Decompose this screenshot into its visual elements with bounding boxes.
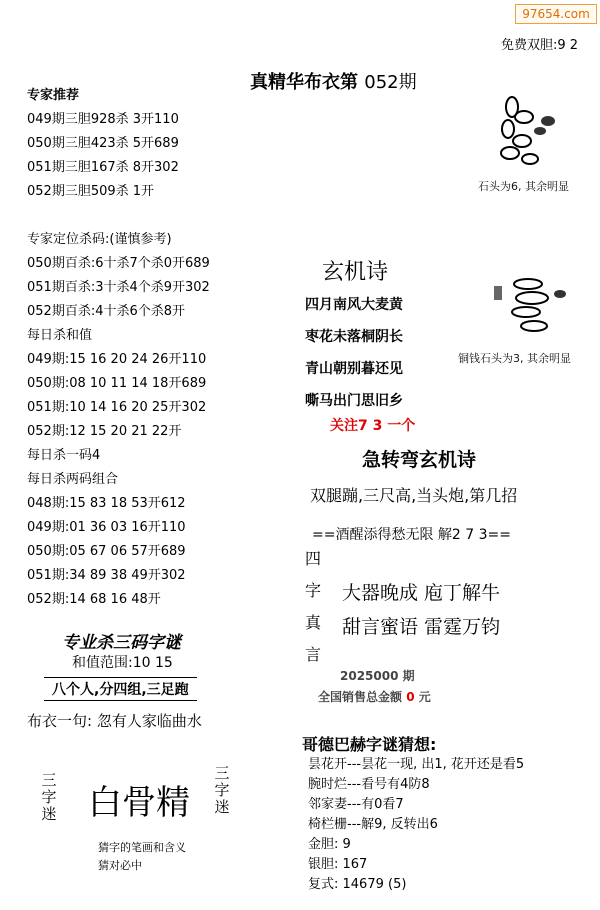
title-main: 真精华布衣第 [250,72,358,93]
position-kill-heading: 专家定位杀码:(谨慎参考) [27,232,172,247]
list-item: 金胆: 9 [308,837,351,852]
poem-line: 青山朝别暮还见 [305,361,403,377]
vertical-char: 字 [214,781,230,799]
poem-title: 玄机诗 [322,260,389,285]
riddle-vertical-label-right [213,765,231,816]
watermark: 97654.com [515,4,597,24]
daily-sum-heading: 每日杀和值 [27,328,93,343]
free-double-pick: 免费双胆:9 2 [500,38,578,53]
riddle-vertical-label-left [40,772,58,823]
pro-kill-title: 专业杀三码字谜 [62,633,181,653]
vertical-char: 字 [41,788,57,806]
vertical-char: 三 [214,764,230,782]
vertical-char: 字 [305,581,322,600]
four-words-line1: 大器晚成 庖丁解牛 [342,582,501,604]
focus-note: 关注7 3 一个 [330,418,416,434]
riddle-word: 白骨精 [88,783,190,823]
list-item: 049期:01 36 03 16开110 [27,520,186,535]
page-title [250,68,417,94]
expert-section [27,84,179,204]
list-item: 腕时烂---看号有4防8 [308,777,430,792]
sales-total [318,688,431,705]
position-kill-section [27,228,210,612]
riddle-guess-note: 猜对必中 [98,859,142,872]
vertical-char: 四 [305,549,322,568]
daily-two-heading: 每日杀两码组合 [27,472,119,487]
poem-line: 四月南风大麦黄 [305,297,403,313]
goldbach-lines [308,755,524,895]
list-item: 椅栏栅---解9, 反转出6 [308,817,438,832]
eight-people-riddle: 八个人,分四组,三足跑 [44,677,197,701]
list-item: 050期百杀:6十杀7个杀0开689 [27,256,210,271]
expert-heading: 专家推荐 [27,88,80,103]
puzzle1-hint: 石头为6, 其余明显 [478,180,569,193]
stone-chain-icon [490,95,575,170]
sales-label: 全国销售总金额 [318,690,403,704]
list-item: 051期:10 14 16 20 25开302 [27,400,207,415]
list-item: 048期:15 83 18 53开612 [27,496,186,511]
sum-range: 和值范围:10 15 [72,655,173,671]
list-item: 052期:12 15 20 21 22开 [27,424,182,439]
vertical-char: 迷 [41,805,57,823]
list-item: 银胆: 167 [308,857,368,872]
vertical-char: 迷 [214,798,230,816]
list-item: 邻家妻---有0看7 [308,797,404,812]
list-item: 050期三胆423杀 5开689 [27,136,179,151]
list-item: 052期:14 68 16 48开 [27,592,161,607]
wine-poem-line: ==酒醒添得愁无限 解2 7 3== [312,527,511,543]
list-item: 051期三胆167杀 8开302 [27,160,179,175]
sales-unit: 元 [418,690,431,704]
title-number: 052期 [364,72,417,93]
poem-lines [305,289,403,417]
copper-coins-icon [488,270,578,340]
list-item: 昙花开---昙花一现, 出1, 花开还是看5 [308,757,525,772]
list-item: 050期:05 67 06 57开689 [27,544,186,559]
poem-line: 嘶马出门思旧乡 [305,393,403,409]
list-item: 复式: 14679 (5) [308,877,407,892]
riddle-guess-hint: 猜字的笔画和含义 [98,841,186,854]
list-item: 052期三胆509杀 1开 [27,184,155,199]
puzzle2-hint: 铜钱石头为3, 其余明显 [458,352,571,365]
poem-line: 枣花未落桐阴长 [305,329,403,345]
four-words-line2: 甜言蜜语 雷霆万钧 [342,616,501,638]
vertical-char: 真 [305,613,322,632]
four-words-label [305,543,325,671]
daily-one-code: 每日杀一码4 [27,448,101,463]
list-item: 051期百杀:3十杀4个杀9开302 [27,280,210,295]
list-item: 051期:34 89 38 49开302 [27,568,186,583]
list-item: 049期三胆928杀 3开110 [27,112,179,127]
list-item: 050期:08 10 11 14 18开689 [27,376,207,391]
buyi-sentence: 布衣一句: 忽有人家临曲水 [27,712,202,730]
goldbach-title: 哥德巴赫字谜猜想: [302,735,437,754]
vertical-char: 三 [41,771,57,789]
period-number: 2025000 期 [340,669,415,683]
list-item: 049期:15 16 20 24 26开110 [27,352,207,367]
vertical-char: 言 [305,645,322,664]
brain-teaser-title: 急转弯玄机诗 [362,449,477,471]
brain-teaser-text: 双腿蹦,三尺高,当头炮,第几招 [310,486,518,505]
sales-value: 0 [406,690,415,704]
list-item: 052期百杀:4十杀6个杀8开 [27,304,186,319]
